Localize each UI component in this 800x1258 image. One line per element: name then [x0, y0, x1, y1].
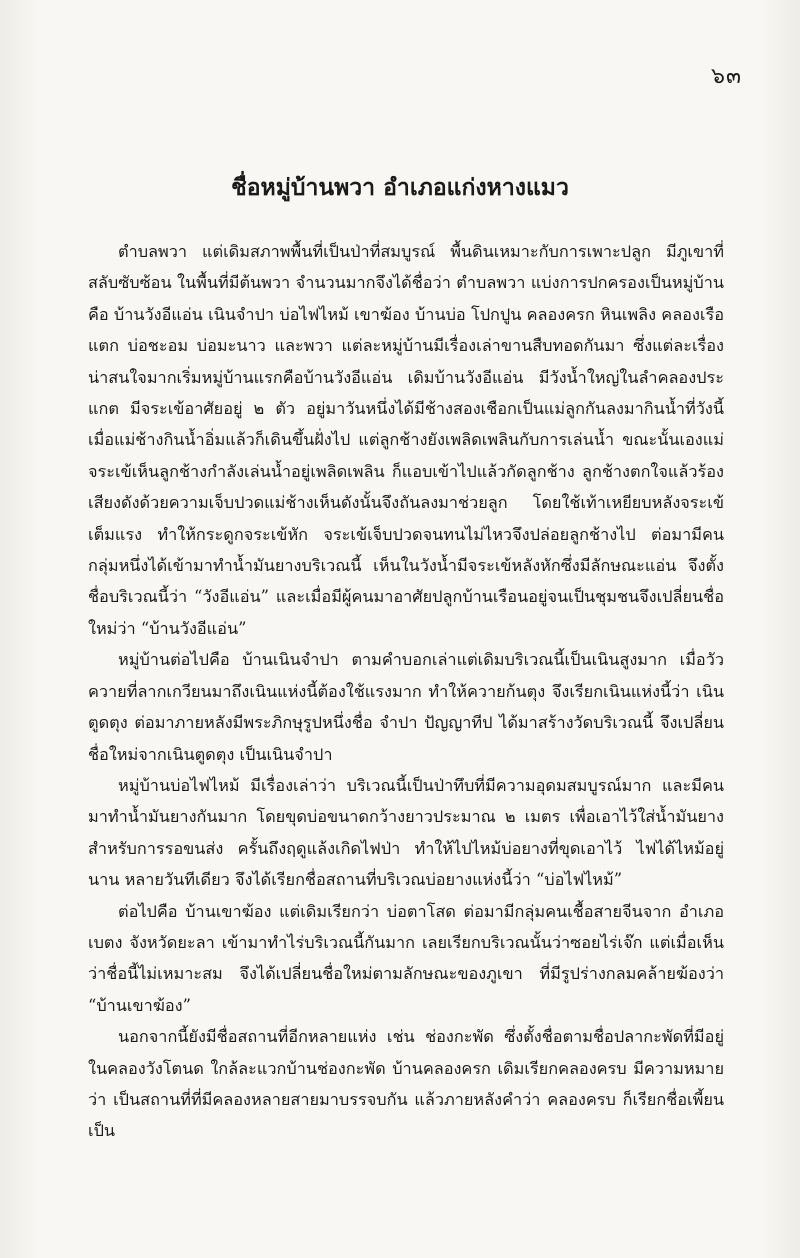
page-title: ชื่อหมู่บ้านพวา อำเภอแก่งหางแมว — [231, 174, 569, 201]
paragraph: ต่อไปคือ บ้านเขาฆ้อง แต่เดิมเรียกว่า บ่อตาโสด ต่อมามีกลุ่มคนเชื้อสายจีนจาก อำเภอเบตง จังหวัดยะลา เข้ามาทำไร่บริเวณนี้กันมาก เลยเรียกบริเวณนั้นว่าซอยไร่เจ๊ก แต่เมื่อเห็นว่าชื่อนี้ไม่เหมาะสม จึงได้เปลี่ยนชื่อใหม่ตามลักษณะของภูเขา ที่มีรูปร่างกลมคล้ายฆ้องว่า “บ้านเขาฆ้อง” — [88, 901, 724, 1015]
paragraph: ตำบลพวา แต่เดิมสภาพพื้นที่เป็นป่าที่สมบูรณ์ พื้นดินเหมาะกับการเพาะปลูก มีภูเขาที่สลับซับซ้อน ในพื้นที่มีต้นพวา จำนวนมากจึงได้ชื่อว่า ตำบลพวา แบ่งการปกครองเป็นหมู่บ้าน คือ บ้านวังอีแอ่น เนินจำปา บ่อไฟไหม้ เขาฆ้อง บ้านบ่อ โปกปูน คลองครก หินเพลิง คลองเรือแตก บ่อชะอม บ่อมะนาว และพวา แต่ละหมู่บ้านมีเรื่องเล่าขานสืบทอดกันมา ซึ่งแต่ละเรื่องน่าสนใจมากเริ่มหมู่บ้านแรกคือบ้านวังอีแอ่น เดิมบ้านวังอีแอ่น มีวังน้ำใหญ่ในลำคลองประแกต มีจระเข้อาศัยอยู่ ๒ ตัว อยู่มาวันหนึ่งได้มีช้างสองเชือกเป็นแม่ลูกกันลงมากินน้ำที่วังนี้ เมื่อแม่ช้างกินน้ำอิ่มแล้วก็เดินขึ้นฝั่งไป แต่ลูกช้างยังเพลิดเพลินกับการเล่นน้ำ ขณะนั้นเองแม่จระเข้เห็นลูกช้างกำลังเล่นน้ำอยู่เพลิดเพลิน ก็แอบเข้าไปแล้วกัดลูกช้าง ลูกช้างตกใจแล้วร้องเสียงดังด้วยความเจ็บปวดแม่ช้างเห็นดังนั้นจึงถันลงมาช่วยลูก โดยใช้เท้าเหยียบหลังจระเข้เต็มแรง ทำให้กระดูกจระเข้หัก จระเข้เจ็บปวดจนทนไม่ไหวจึงปล่อยลูกช้างไป ต่อมามีคนกลุ่มหนึ่งได้เข้ามาทำน้ำมันยางบริเวณนี้ เห็นในวังน้ำมีจระเข้หลังหักซึ่งมีลักษณะแอ่น จึงตั้งชื่อบริเวณนี้ว่า “วังอีแอ่น” และเมื่อมีผู้คนมาอาศัยปลูกบ้านเรือนอยู่จนเป็นชุมชนจึงเปลี่ยนชื่อใหม่ว่า “บ้านวังอีแอ่น” — [88, 242, 724, 638]
paragraph: หมู่บ้านบ่อไฟไหม้ มีเรื่องเล่าว่า บริเวณนี้เป็นป่าทึบที่มีความอุดมสมบูรณ์มาก และมีคนมาทำน้ำมันยางกันมาก โดยขุดบ่อขนาดกว้างยาวประมาณ ๒ เมตร เพื่อเอาไว้ใส่น้ำมันยาง สำหรับการรอขนส่ง ครั้นถึงฤดูแล้งเกิดไฟป่า ทำให้ไปไหม้บ่อยางที่ขุดเอาไว้ ไฟได้ไหม้อยู่นาน หลายวันทีเดียว จึงได้เรียกชื่อสถานที่บริเวณบ่อยางแห่งนี้ว่า “บ่อไฟไหม้” — [88, 775, 724, 890]
paragraph: หมู่บ้านต่อไปคือ บ้านเนินจำปา ตามคำบอกเล่าแต่เดิมบริเวณนี้เป็นเนินสูงมาก เมื่อวัวควายที่ลากเกวียนมาถึงเนินแห่งนี้ต้องใช้แรงมาก ทำให้ควายก้นตุง จึงเรียกเนินแห่งนี้ว่า เนินตูดตุง ต่อมาภายหลังมีพระภิกษุรูปหนึ่งชื่อ จำปา ปัญญาทีป ได้มาสร้างวัดบริเวณนี้ จึงเปลี่ยนชื่อใหม่จากเนินตูดตุง เป็นเนินจำปา — [88, 650, 724, 764]
page-number: ๖๓ — [710, 64, 742, 89]
body-text — [88, 236, 724, 1147]
paragraph: นอกจากนี้ยังมีชื่อสถานที่อีกหลายแห่ง เช่น ช่องกะพัด ซึ่งตั้งชื่อตามชื่อปลากะพัดที่มีอยู่ ในคลองวังโตนด ใกล้ละแวกบ้านช่องกะพัด บ้านคลองครก เดิมเรียกคลองครบ มีความหมายว่า เป็นสถานที่ที่มีคลองหลายสายมาบรรจบกัน แล้วภายหลังคำว่า คลองครบ ก็เรียกชื่อเพี้ยนเป็น — [88, 1027, 724, 1141]
